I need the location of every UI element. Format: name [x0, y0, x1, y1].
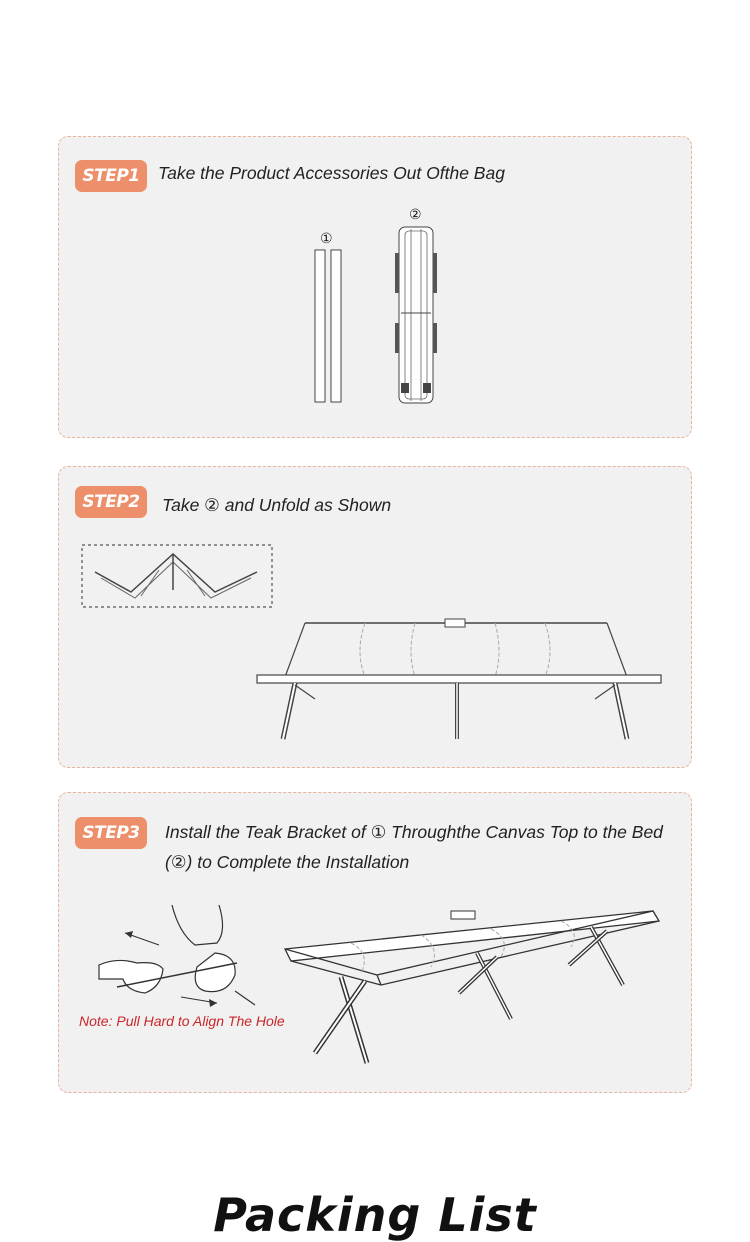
step2-panel — [58, 466, 692, 768]
step3-note: Note: Pull Hard to Align The Hole — [79, 1013, 285, 1029]
step2-text: Take ② and Unfold as Shown — [162, 495, 392, 515]
open-bed-illustration — [255, 617, 665, 747]
hands-pulling-illustration — [97, 903, 257, 1013]
step3-panel — [58, 792, 692, 1093]
step3-badge: STEP3 — [75, 817, 147, 849]
unfolding-diagram — [81, 544, 273, 608]
packing-list-title: Packing List — [213, 1188, 537, 1242]
folded-bed-illustration — [389, 223, 449, 408]
step2-badge: STEP2 — [75, 486, 147, 518]
teak-brackets-illustration — [309, 247, 349, 407]
step1-badge: STEP1 — [75, 160, 147, 192]
step1-panel — [58, 136, 692, 438]
item2-label: ② — [409, 206, 422, 222]
step3-text-line1: Install the Teak Bracket of ① Throughthe Canvas Top to the Bed — [165, 822, 663, 842]
step1-text: Take the Product Accessories Out Ofthe Bag — [158, 163, 505, 183]
step3-text-line2: (②) to Complete the Installation — [165, 852, 410, 872]
item1-label: ① — [320, 230, 333, 246]
assembled-bed-illustration — [281, 905, 661, 1070]
